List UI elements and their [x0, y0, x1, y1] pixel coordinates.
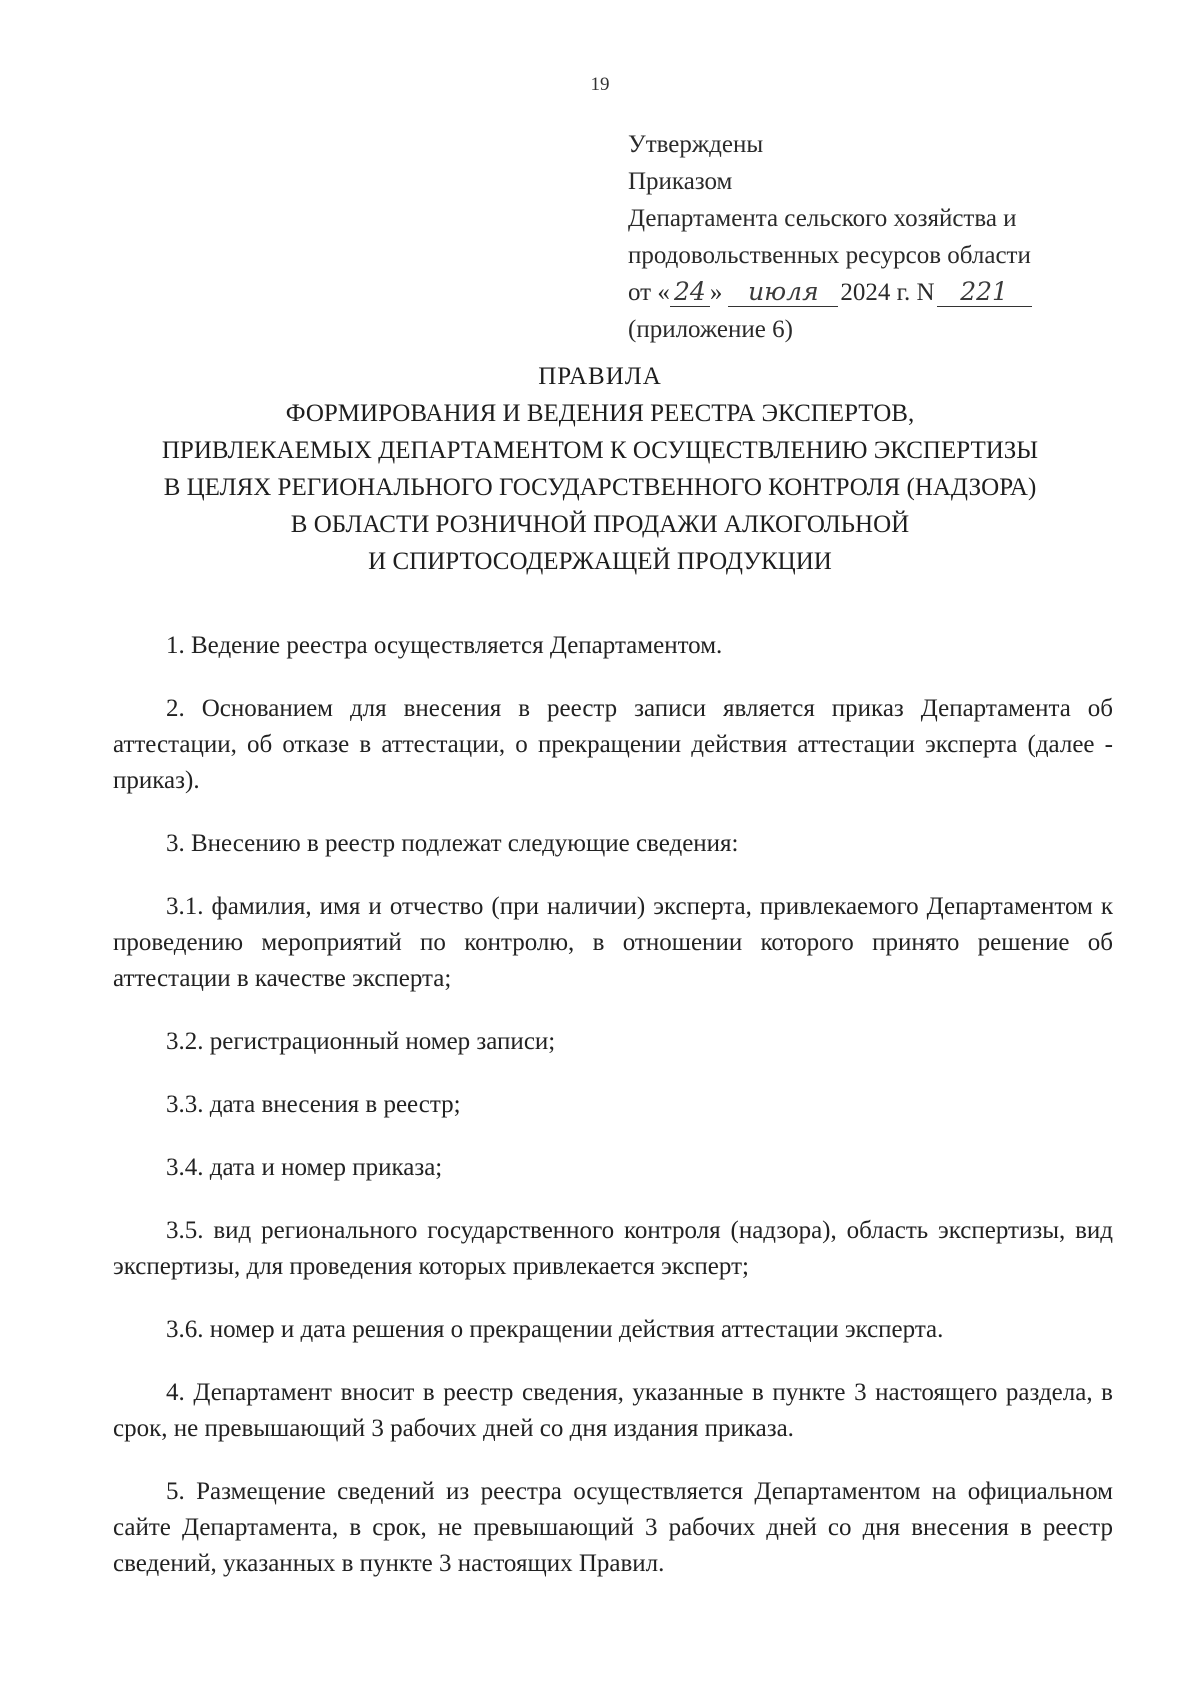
date-mid: » [709, 279, 723, 306]
approval-stamp-block [628, 126, 1098, 348]
paragraph-3-4: 3.4. дата и номер приказа; [166, 1154, 443, 1181]
paragraph-4: 4. Департамент вносит в реестр сведения, указанные в пункте 3 настоящего раздела, в срок, не превышающий 3 рабочих дней со дня издания приказа. [113, 1379, 1113, 1442]
title-word: ПРАВИЛА [538, 363, 662, 390]
approval-line-resources: продовольственных ресурсов области [628, 242, 1031, 269]
paragraph-5: 5. Размещение сведений из реестра осуществляется Департаментом на официальном сайте Департамента, в срок, не превышающий 3 рабочих дней со дня внесения в реестр сведений, указанных в пункте 3 настоящих Правил. [113, 1478, 1113, 1577]
paragraph-3: 3. Внесению в реестр подлежат следующие сведения: [166, 830, 739, 857]
paragraph-3-3: 3.3. дата внесения в реестр; [166, 1091, 461, 1118]
title-line: И СПИРТОСОДЕРЖАЩЕЙ ПРОДУКЦИИ [368, 548, 832, 575]
date-prefix: от « [628, 279, 670, 306]
paragraph-3-6: 3.6. номер и дата решения о прекращении действия аттестации эксперта. [166, 1316, 944, 1343]
paragraph-3-2: 3.2. регистрационный номер записи; [166, 1028, 556, 1055]
document-title [60, 358, 1140, 580]
paragraph-3-1: 3.1. фамилия, имя и отчество (при наличии) эксперта, привлекаемого Департаментом к проведению мероприятий по контролю, в отношении которого принято решение об аттестации в качестве эксперта; [113, 893, 1113, 992]
year-text: 2024 г. N [840, 279, 935, 306]
approval-line-department: Департамента сельского хозяйства и [628, 205, 1017, 232]
approval-line-approved: Утверждены [628, 131, 764, 158]
title-line: ФОРМИРОВАНИЯ И ВЕДЕНИЯ РЕЕСТРА ЭКСПЕРТОВ, [285, 400, 915, 427]
approval-line-order: Приказом [628, 168, 733, 195]
paragraph-1: 1. Ведение реестра осуществляется Департаментом. [166, 632, 723, 659]
handwritten-day: 24 [670, 278, 710, 307]
approval-date-line [628, 274, 1098, 311]
title-line: В ЦЕЛЯХ РЕГИОНАЛЬНОГО ГОСУДАРСТВЕННОГО КОНТРОЛЯ (НАДЗОРА) [163, 474, 1037, 501]
paragraph-3-5: 3.5. вид регионального государственного контроля (надзора), область экспертизы, вид экспертизы, для проведения которых привлекается эксперт; [113, 1217, 1113, 1280]
handwritten-order-number: 221 [937, 278, 1032, 307]
document-body [113, 628, 1113, 1609]
page-number: 19 [590, 74, 610, 95]
title-line: ПРИВЛЕКАЕМЫХ ДЕПАРТАМЕНТОМ К ОСУЩЕСТВЛЕНИЮ ЭКСПЕРТИЗЫ [161, 437, 1039, 464]
handwritten-month: июля [728, 278, 838, 307]
title-line: В ОБЛАСТИ РОЗНИЧНОЙ ПРОДАЖИ АЛКОГОЛЬНОЙ [290, 511, 910, 538]
paragraph-2: 2. Основанием для внесения в реестр записи является приказ Департамента об аттестации, об отказе в аттестации, о прекращении действия аттестации эксперта (далее - приказ). [113, 695, 1113, 794]
approval-note: (приложение 6) [628, 316, 793, 343]
